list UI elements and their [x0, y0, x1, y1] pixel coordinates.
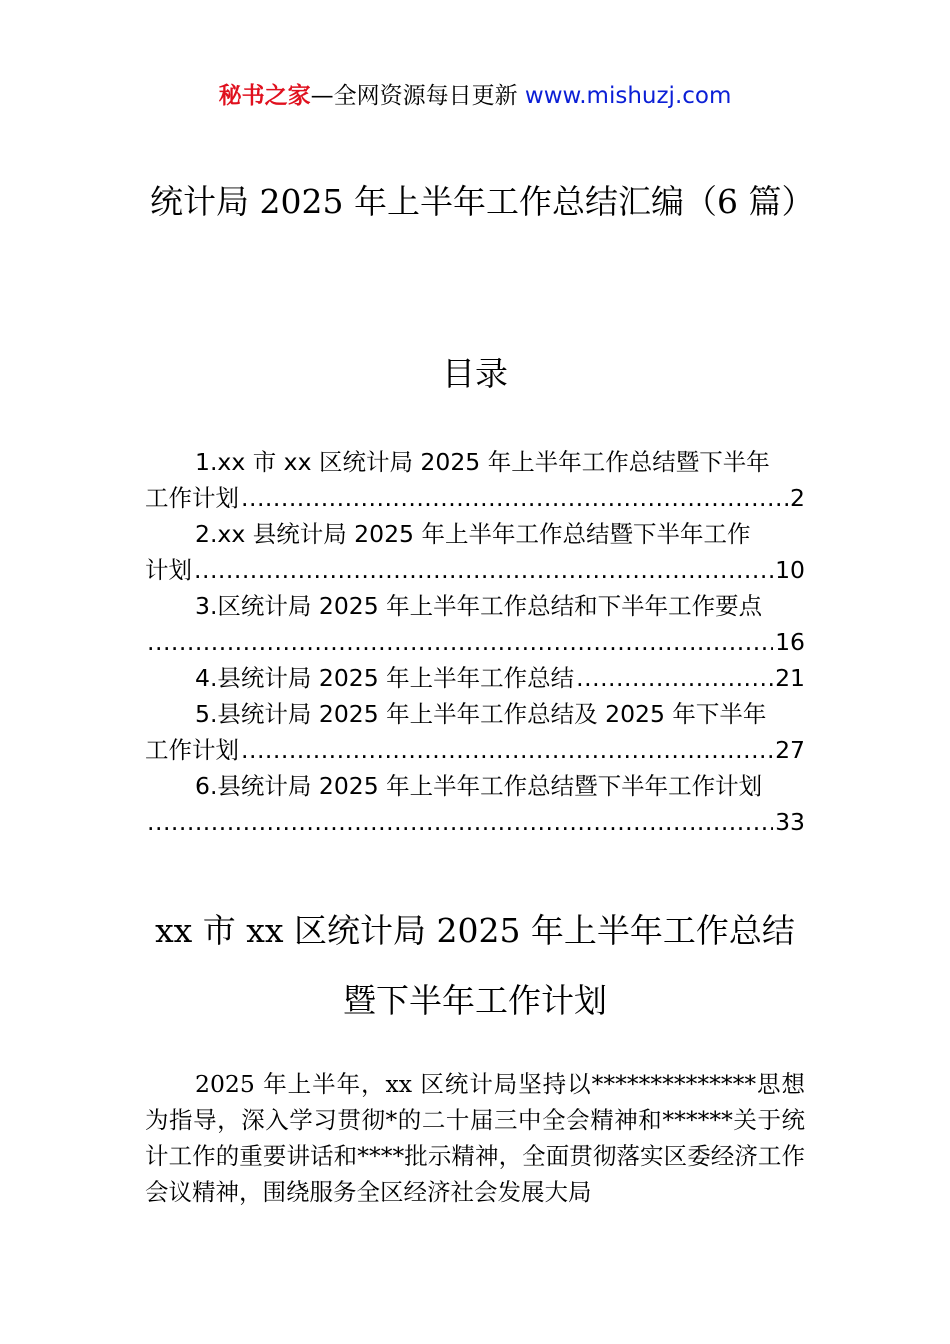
- dot-leader: [147, 804, 773, 840]
- toc-entry-title: 3.区统计局 2025 年上半年工作总结和下半年工作要点: [195, 592, 763, 620]
- document-title: 统计局 2025 年上半年工作总结汇编（6 篇）: [150, 182, 815, 221]
- toc-page-number: 27: [775, 736, 805, 764]
- site-url-link[interactable]: www.mishuzj.com: [524, 83, 732, 109]
- brand-name: 秘书之家: [218, 83, 311, 109]
- toc-entry-title: 2.xx 县统计局 2025 年上半年工作总结暨下半年工作: [195, 520, 751, 548]
- toc-entry-title: 6.县统计局 2025 年上半年工作总结暨下半年工作计划: [195, 772, 763, 800]
- toc-entry-title-cont: 计划: [145, 556, 192, 584]
- toc-page-number: 33: [775, 808, 805, 836]
- toc-entry-5[interactable]: [145, 696, 805, 768]
- table-of-contents: [145, 444, 805, 840]
- dot-leader: [194, 552, 773, 588]
- site-header: [0, 80, 950, 112]
- toc-page-number: 10: [775, 556, 805, 584]
- dot-leader: [241, 480, 788, 516]
- toc-page-number: 21: [775, 664, 805, 692]
- header-slogan: —全网资源每日更新: [310, 83, 518, 109]
- dot-leader: [241, 732, 773, 768]
- toc-entry-4[interactable]: [145, 660, 805, 696]
- toc-entry-title: 1.xx 市 xx 区统计局 2025 年上半年工作总结暨下半年: [195, 448, 770, 476]
- section-title-line-1: xx 市 xx 区统计局 2025 年上半年工作总结: [155, 911, 795, 950]
- dot-leader: [576, 660, 773, 696]
- toc-page-number: 16: [775, 628, 805, 656]
- toc-page-number: 2: [790, 484, 805, 512]
- toc-entry-title: 4.县统计局 2025 年上半年工作总结: [195, 664, 575, 692]
- body-paragraph: 2025 年上半年，xx 区统计局坚持以**************思想为指导，深入学习贯彻*的二十届三中全会精神和******关于统计工作的重要讲话和****批示精神，全面贯彻落实区委经济工作会议精神，围绕服务全区经济社会发展大局: [145, 1070, 805, 1206]
- toc-entry-title: 5.县统计局 2025 年上半年工作总结及 2025 年下半年: [195, 700, 767, 728]
- toc-entry-title-cont: 工作计划: [145, 484, 239, 512]
- toc-entry-2[interactable]: [145, 516, 805, 588]
- toc-entry-1[interactable]: [145, 444, 805, 516]
- toc-entry-3[interactable]: [145, 588, 805, 660]
- toc-entry-6[interactable]: [145, 768, 805, 840]
- toc-entry-title-cont: 工作计划: [145, 736, 239, 764]
- toc-heading: 目录: [442, 354, 508, 393]
- dot-leader: [147, 624, 773, 660]
- section-title-line-2: 暨下半年工作计划: [343, 981, 607, 1020]
- section-title: [145, 896, 805, 1036]
